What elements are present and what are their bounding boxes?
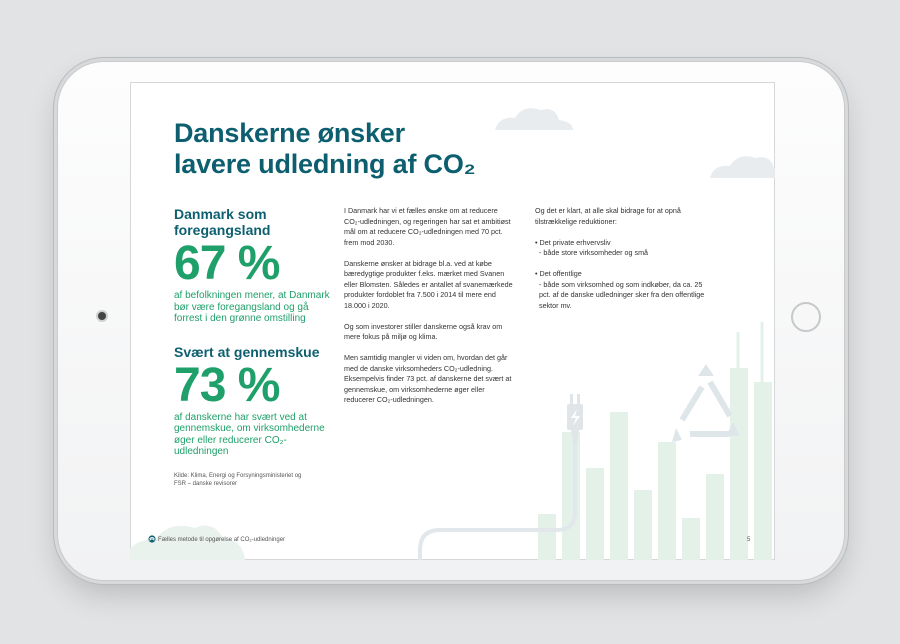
page-number: 5 — [747, 537, 751, 543]
document-page — [130, 82, 775, 560]
body-column — [535, 206, 715, 322]
source-note: Kilde: Klima, Energi og Forsyningsministeriet og FSR – danske revisorer — [174, 472, 302, 487]
list-item — [535, 238, 715, 259]
tablet-camera — [98, 312, 106, 320]
home-button[interactable] — [791, 302, 821, 332]
footer-title: Fælles metode til opgørelse af CO₂-udledninger — [158, 537, 286, 543]
stat-value: 67 % — [174, 237, 280, 290]
stat-heading: Danmark som foregangsland — [174, 206, 271, 238]
title-line: Danskerne ønsker — [174, 118, 405, 148]
stats-column — [174, 206, 334, 488]
paragraph: Danskerne ønsker at bidrage bl.a. ved at købe bæredygtige produkter f.eks. mærket med Svanen eller Blomsten. Således er antallet af svanemærkede produkter fordoblet fra 7.500 i 2014 til mere end 18.000 i 2020. — [344, 258, 513, 310]
stat-description: af danskerne har svært ved at gennemskue, om virksomhederne øger eller reducerer CO₂-udledningen — [174, 411, 325, 457]
list-subtext: - både som virksomhed og som indkøber, da ca. 25 pct. af de danske udledninger sker fra den offentlige sektor mv. — [539, 279, 705, 310]
stat-block — [174, 206, 334, 325]
stat-heading: Svært at gennemskue — [174, 343, 320, 360]
cloud-icon — [495, 108, 775, 178]
body-column — [344, 206, 514, 416]
recycle-icon — [682, 382, 730, 434]
stat-block — [174, 344, 334, 458]
list-bullet: • Det offentlige — [535, 269, 582, 278]
stat-value: 73 % — [174, 358, 280, 412]
title-line: lavere udledning af CO₂ — [174, 149, 476, 179]
stat-description: af befolkningen mener, at Danmark bør være foregangsland og gå forrest i den grønne omstilling — [174, 290, 330, 324]
paragraph: Men samtidig mangler vi viden om, hvordan det går med de danske virksomheders CO₂-udledning. Eksempelvis finder 73 pct. af danskerne det svært at gennemskue, om virksomhederne øger eller reducerer CO₂-udledningen. — [344, 353, 512, 404]
list-bullet: • Det private erhvervsliv — [535, 237, 611, 247]
list-subtext: - både store virksomheder og små — [539, 248, 649, 257]
page-title — [174, 118, 504, 180]
logo-icon — [148, 535, 156, 543]
paragraph: Og det er klart, at alle skal bidrage for at opnå tilstrækkelige reduktioner: — [535, 206, 681, 226]
list-item — [535, 269, 715, 311]
paragraph: Og som investorer stiller danskerne også krav om mere fokus på miljø og klima. — [344, 321, 503, 341]
paragraph: I Danmark har vi et fælles ønske om at reducere CO₂-udledningen, og regeringen har sat et ambitiøst mål om at reducere CO₂-udledningen med 70 pct. frem mod 2030. — [344, 206, 511, 247]
tablet-frame — [58, 62, 844, 580]
